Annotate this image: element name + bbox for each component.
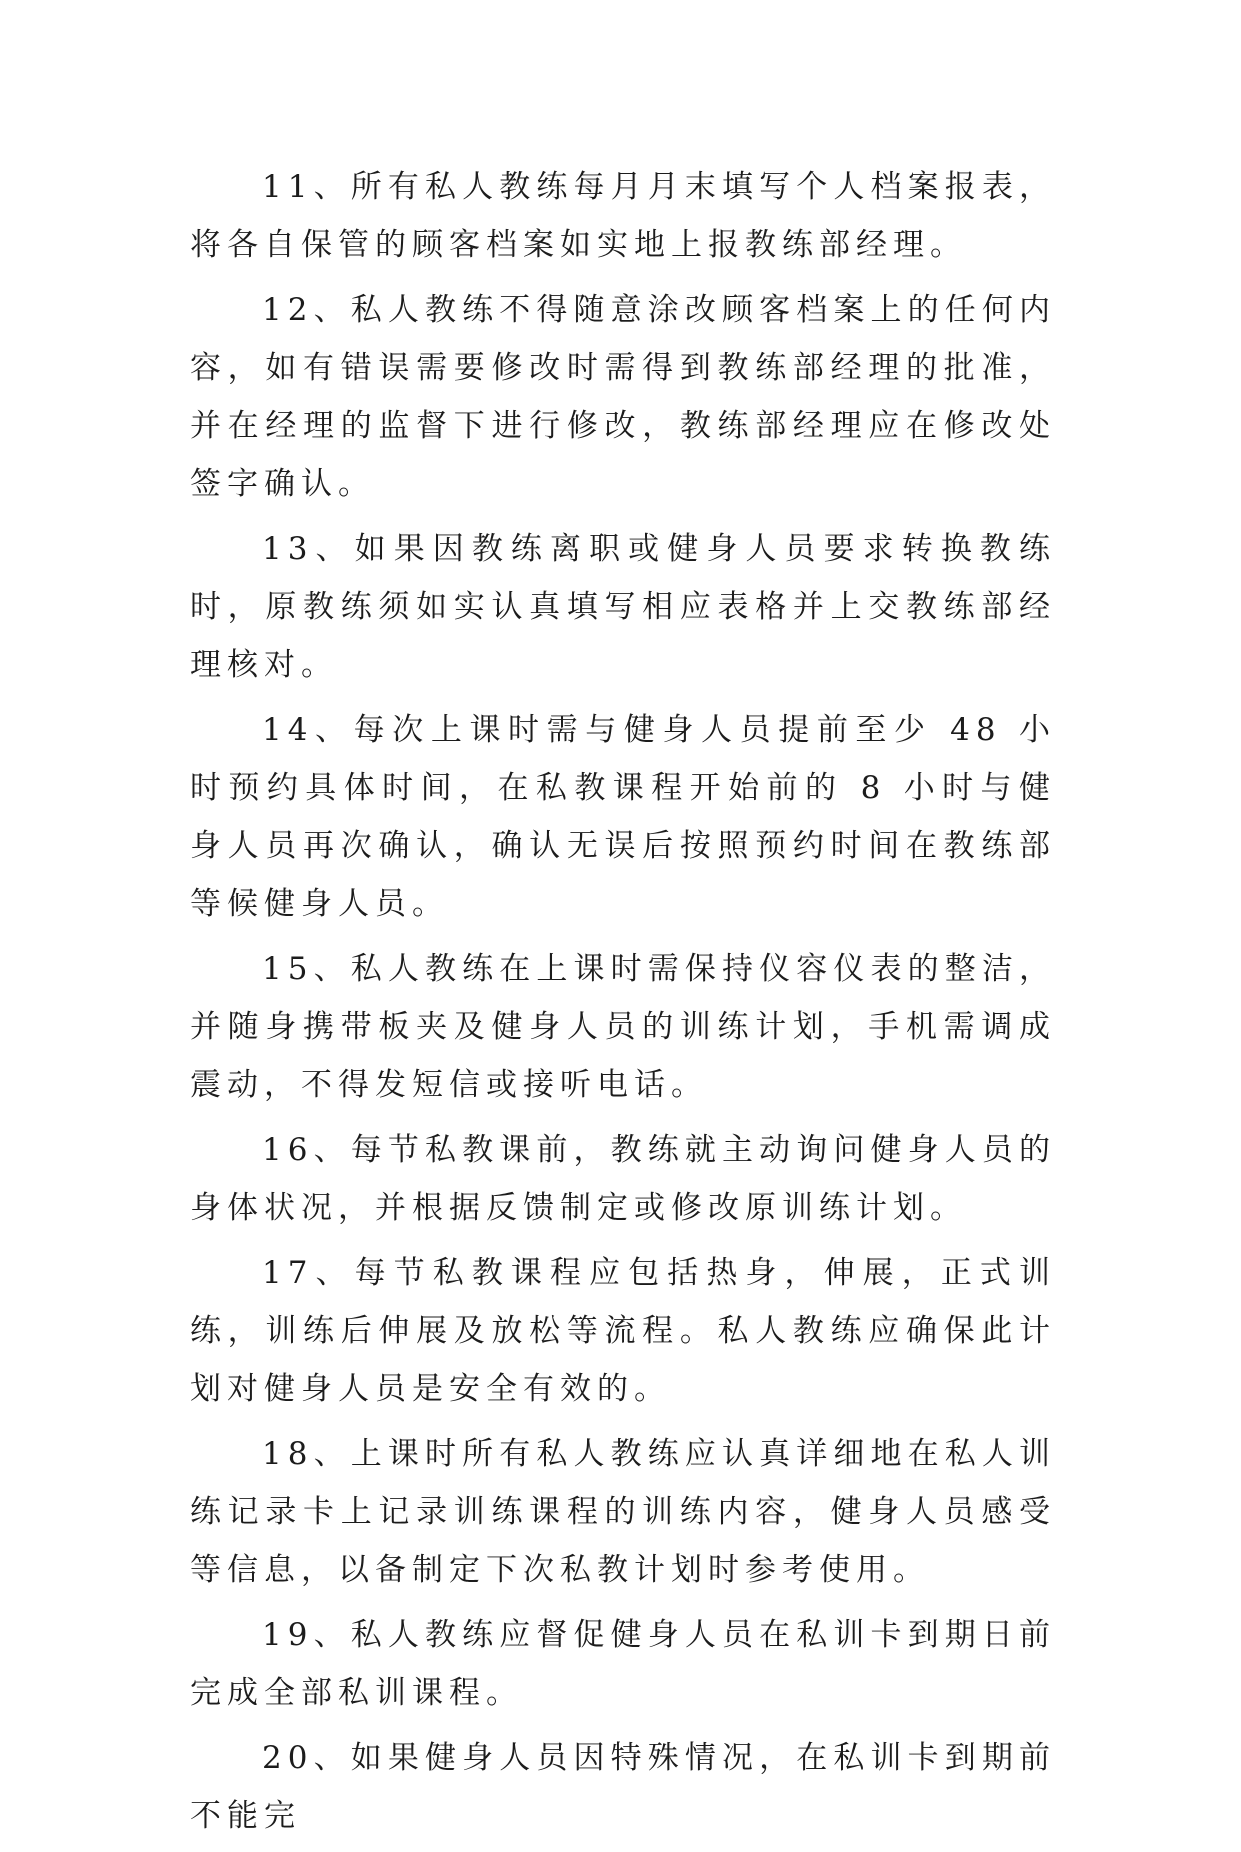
document-body [190,158,1056,1852]
paragraph-17: 17、每节私教课程应包括热身，伸展，正式训练，训练后伸展及放松等流程。私人教练应确保此计划对健身人员是安全有效的。 [190,1255,1056,1407]
paragraph-20: 20、如果健身人员因特殊情况，在私训卡到期前不能完 [190,1740,1056,1834]
paragraph-14: 14、每次上课时需与健身人员提前至少 48 小时预约具体时间，在私教课程开始前的 8 小时与健身人员再次确认，确认无误后按照预约时间在教练部等候健身人员。 [190,712,1056,922]
paragraph-19: 19、私人教练应督促健身人员在私训卡到期日前完成全部私训课程。 [190,1617,1056,1711]
paragraph-16: 16、每节私教课前，教练就主动询问健身人员的身体状况，并根据反馈制定或修改原训练计划。 [190,1132,1056,1226]
paragraph-15: 15、私人教练在上课时需保持仪容仪表的整洁，并随身携带板夹及健身人员的训练计划，手机需调成震动，不得发短信或接听电话。 [190,951,1056,1103]
paragraph-12: 12、私人教练不得随意涂改顾客档案上的任何内容，如有错误需要修改时需得到教练部经理的批准，并在经理的监督下进行修改，教练部经理应在修改处签字确认。 [190,292,1056,502]
paragraph-13: 13、如果因教练离职或健身人员要求转换教练时，原教练须如实认真填写相应表格并上交教练部经理核对。 [190,531,1056,683]
paragraph-11: 11、所有私人教练每月月末填写个人档案报表，将各自保管的顾客档案如实地上报教练部经理。 [190,169,1056,263]
paragraph-18: 18、上课时所有私人教练应认真详细地在私人训练记录卡上记录训练课程的训练内容，健身人员感受等信息，以备制定下次私教计划时参考使用。 [190,1436,1056,1588]
